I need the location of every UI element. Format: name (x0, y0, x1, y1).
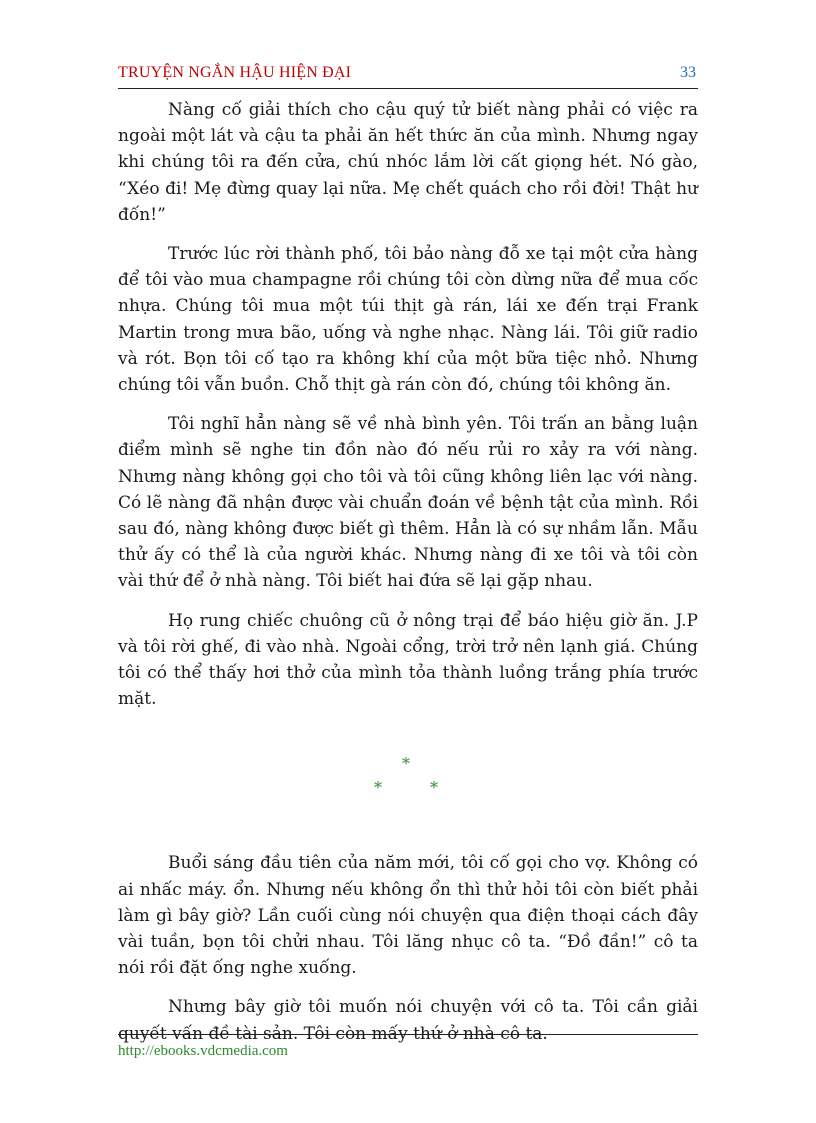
separator-asterisk: * (430, 778, 438, 798)
page-footer (118, 1034, 698, 1059)
footer-link[interactable]: http://ebooks.vdcmedia.com (118, 1043, 288, 1059)
section-separator (118, 754, 698, 814)
page-header (118, 60, 698, 89)
separator-asterisk: * (374, 778, 382, 798)
paragraph: Trước lúc rời thành phố, tôi bảo nàng đỗ xe tại một cửa hàng để tôi vào mua champagne rồi chúng tôi còn dừng nữa để mua cốc nhựa. Chúng tôi mua một túi thịt gà rán, lái xe đến trại Frank Martin trong mưa bão, uống và nghe nhạc. Nàng lái. Tôi giữ radio và rót. Bọn tôi cố tạo ra không khí của một bữa tiệc nhỏ. Nhưng chúng tôi vẫn buồn. Chỗ thịt gà rán còn đó, chúng tôi không ăn. (118, 244, 698, 396)
paragraph: Nhưng bây giờ tôi muốn nói chuyện với cô ta. Tôi cần giải quyết vấn đề tài sản. Tôi còn mấy thứ ở nhà cô ta. (118, 997, 698, 1044)
paragraph: Họ rung chiếc chuông cũ ở nông trại để báo hiệu giờ ăn. J.P và tôi rời ghế, đi vào nhà. Ngoài cổng, trời trở nên lạnh giá. Chúng tôi có thể thấy hơi thở của mình tỏa thành luồng trắng phía trước mặt. (118, 610, 698, 710)
paragraph: Tôi nghĩ hẳn nàng sẽ về nhà bình yên. Tôi trấn an bằng luận điểm mình sẽ nghe tin đồn nào đó nếu rủi ro xảy ra với nàng. Nhưng nàng không gọi cho tôi và tôi cũng không liên lạc với nàng. Có lẽ nàng đã nhận được vài chuẩn đoán về bệnh tật của mình. Rồi sau đó, nàng không được biết gì thêm. Hẳn là có sự nhầm lẫn. Mẫu thử ấy có thể là của người khác. Nhưng nàng đi xe tôi và tôi còn vài thứ để ở nhà nàng. Tôi biết hai đứa sẽ lại gặp nhau. (118, 414, 698, 592)
page-number: 33 (680, 64, 696, 81)
paragraph: Nàng cố giải thích cho cậu quý tử biết nàng phải có việc ra ngoài một lát và cậu ta phải ăn hết thức ăn của mình. Nhưng ngay khi chúng tôi ra đến cửa, chú nhóc lắm lời cất giọng hét. Nó gào, “Xéo đi! Mẹ đừng quay lại nữa. Mẹ chết quách cho rồi đời! Thật hư đốn!” (118, 100, 698, 225)
page-body (118, 97, 698, 1060)
paragraph: Buổi sáng đầu tiên của năm mới, tôi cố gọi cho vợ. Không có ai nhấc máy. ổn. Nhưng nếu không ổn thì thử hỏi tôi còn biết phải làm gì bây giờ? Lần cuối cùng nói chuyện qua điện thoại cách đây vài tuần, bọn tôi chửi nhau. Tôi lăng nhục cô ta. “Đồ đần!” cô ta nói rồi đặt ống nghe xuống. (118, 853, 698, 979)
book-title: TRUYỆN NGẮN HẬU HIỆN ĐẠI (118, 64, 352, 81)
separator-asterisk: * (402, 754, 410, 774)
